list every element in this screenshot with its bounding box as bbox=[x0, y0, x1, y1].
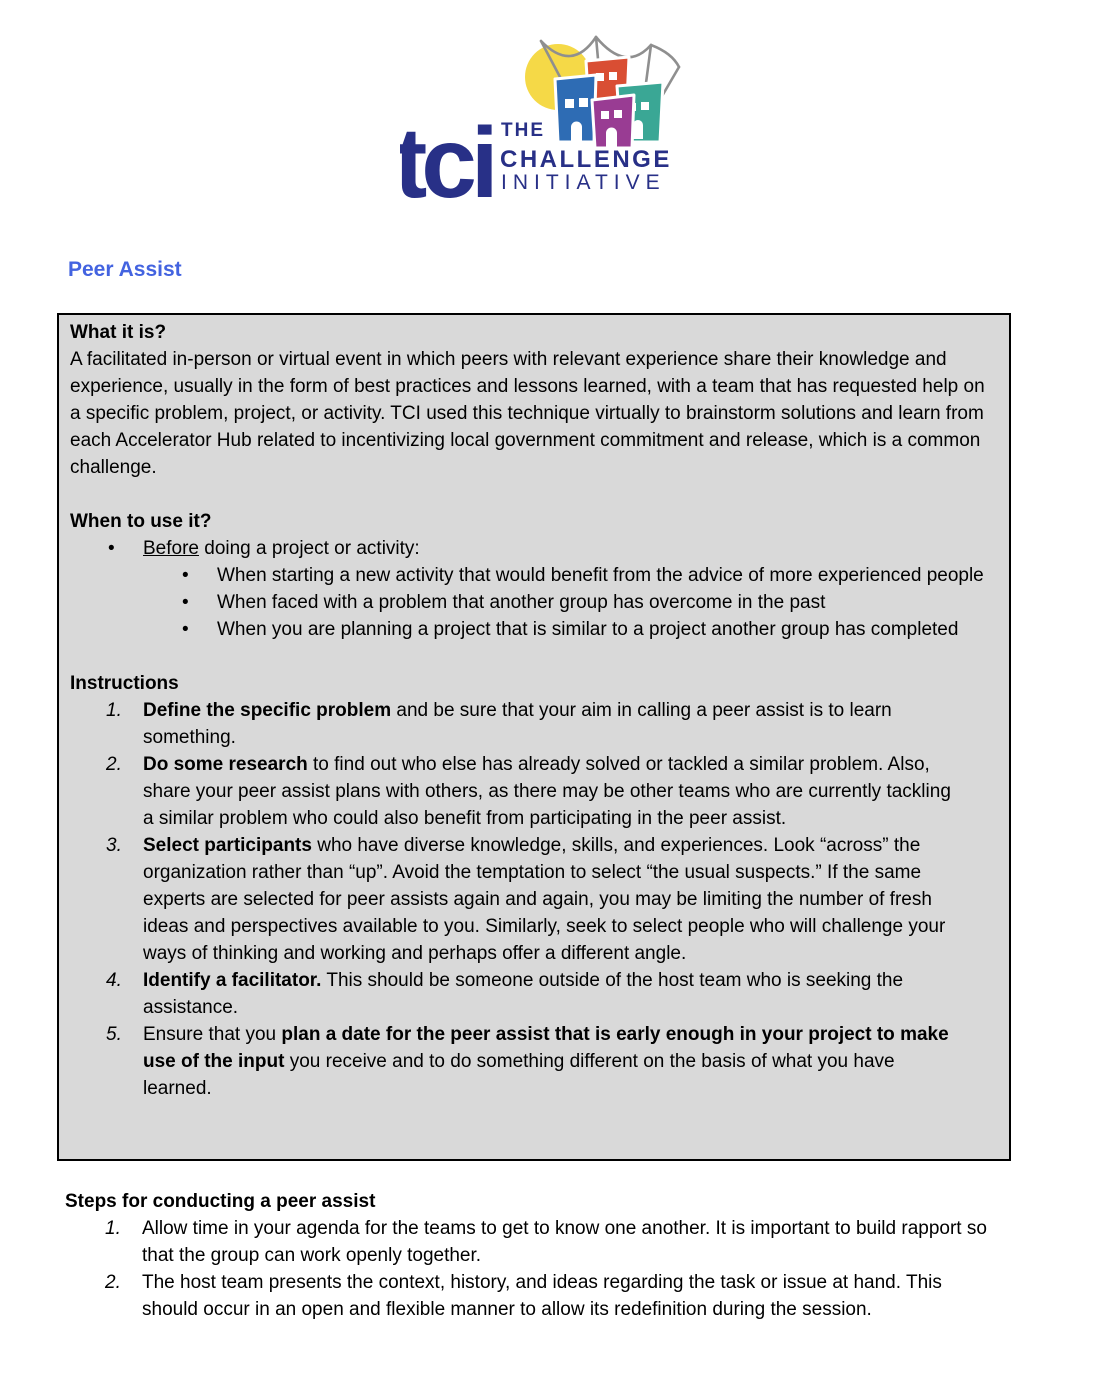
numbered-item bbox=[65, 1215, 997, 1269]
item-text bbox=[143, 832, 963, 967]
what-it-is-heading: What it is? bbox=[70, 322, 167, 343]
bullet-text: When faced with a problem that another group has overcome in the past bbox=[217, 592, 826, 613]
item-text bbox=[143, 1021, 963, 1102]
when-to-use-heading: When to use it? bbox=[70, 511, 212, 532]
item-text bbox=[143, 751, 963, 832]
item-text: Allow time in your agenda for the teams to get to know one another. It is important to build rapport so that the group can work openly together. bbox=[142, 1218, 987, 1266]
list-item bbox=[70, 562, 997, 589]
item-number: 5. bbox=[106, 1024, 122, 1045]
item-pre: Ensure that you bbox=[143, 1024, 282, 1045]
bullet-icon: • bbox=[182, 619, 189, 640]
item-text bbox=[143, 697, 963, 751]
building-purple bbox=[592, 95, 634, 148]
bullet-icon: • bbox=[182, 592, 189, 613]
instructions-heading: Instructions bbox=[70, 673, 179, 694]
item-number: 2. bbox=[106, 754, 122, 775]
list-item bbox=[70, 589, 997, 616]
building-blue bbox=[555, 75, 596, 142]
spacer bbox=[70, 481, 997, 508]
item-bold: Do some research bbox=[143, 754, 308, 775]
logo-initiative-text: INITIATIVE bbox=[501, 171, 666, 194]
item-bold: Identify a facilitator. bbox=[143, 970, 322, 991]
item-number: 4. bbox=[106, 970, 122, 991]
item-number: 2. bbox=[105, 1272, 121, 1293]
item-number: 3. bbox=[106, 835, 122, 856]
numbered-item bbox=[70, 832, 997, 967]
overview-box bbox=[57, 313, 1011, 1161]
logo-challenge-text: CHALLENGE bbox=[500, 146, 672, 173]
logo-the-text: THE bbox=[501, 120, 545, 141]
numbered-item bbox=[70, 967, 997, 1021]
item-post: you receive and to do something different on the basis of what you have learned. bbox=[143, 1051, 895, 1099]
list-item bbox=[70, 616, 997, 643]
steps-section bbox=[65, 1188, 997, 1323]
list-item bbox=[70, 535, 997, 562]
item-post: This should be someone outside of the host team who is seeking the assistance. bbox=[143, 970, 904, 1018]
item-post: who have diverse knowledge, skills, and experiences. Look “across” the organization rather than “up”. Avoid the temptation to select “the usual suspects.” If the same experts are selected for peer assists again and again, you may be limiting the number of fresh ideas and perspectives available to you. Similarly, seek to select people who will challenge your ways of thinking and working and perhaps offer a different angle. bbox=[143, 835, 946, 964]
item-text: The host team presents the context, history, and ideas regarding the task or issue at hand. This should occur in an open and flexible manner to allow its redefinition during the session. bbox=[142, 1272, 942, 1320]
bullet-rest: doing a project or activity: bbox=[198, 538, 420, 559]
underlined-word: Before bbox=[143, 538, 199, 559]
logo-tci-text: tci bbox=[400, 107, 493, 217]
item-bold: Define the specific problem bbox=[143, 700, 392, 721]
item-bold: Select participants bbox=[143, 835, 312, 856]
bullet-text bbox=[143, 535, 997, 562]
item-post: and be sure that your aim in calling a peer assist is to learn something. bbox=[143, 700, 892, 748]
bullet-icon: • bbox=[182, 565, 189, 586]
numbered-item bbox=[70, 697, 997, 751]
item-post: to find out who else has already solved or tackled a similar problem. Also, share your peer assist plans with others, as there may be other teams who are currently tackling a similar problem who could also benefit from participating in the peer assist. bbox=[143, 754, 951, 829]
item-bold: plan a date for the peer assist that is early enough in your project to make use of the input bbox=[143, 1024, 949, 1072]
item-text bbox=[143, 967, 963, 1021]
tci-logo-graphic bbox=[400, 25, 716, 217]
numbered-item bbox=[70, 751, 997, 832]
bullet-text: When you are planning a project that is similar to a project another group has completed bbox=[217, 619, 959, 640]
page-title: Peer Assist bbox=[68, 258, 182, 281]
tci-logo bbox=[400, 25, 716, 217]
spacer bbox=[70, 643, 997, 670]
bullet-text: When starting a new activity that would benefit from the advice of more experienced people bbox=[217, 565, 984, 586]
numbered-item bbox=[70, 1021, 997, 1102]
steps-heading: Steps for conducting a peer assist bbox=[65, 1191, 376, 1212]
bullet-icon: • bbox=[108, 538, 115, 559]
numbered-item bbox=[65, 1269, 997, 1323]
item-number: 1. bbox=[105, 1218, 121, 1239]
what-it-is-text: A facilitated in-person or virtual event in which peers with relevant experience share their knowledge and experience, usually in the form of best practices and lessons learned, with a team that has requested help on a specific problem, project, or activity. TCI used this technique virtually to brainstorm solutions and learn from each Accelerator Hub related to incentivizing local government commitment and release, which is a common challenge. bbox=[70, 349, 985, 478]
item-number: 1. bbox=[106, 700, 122, 721]
